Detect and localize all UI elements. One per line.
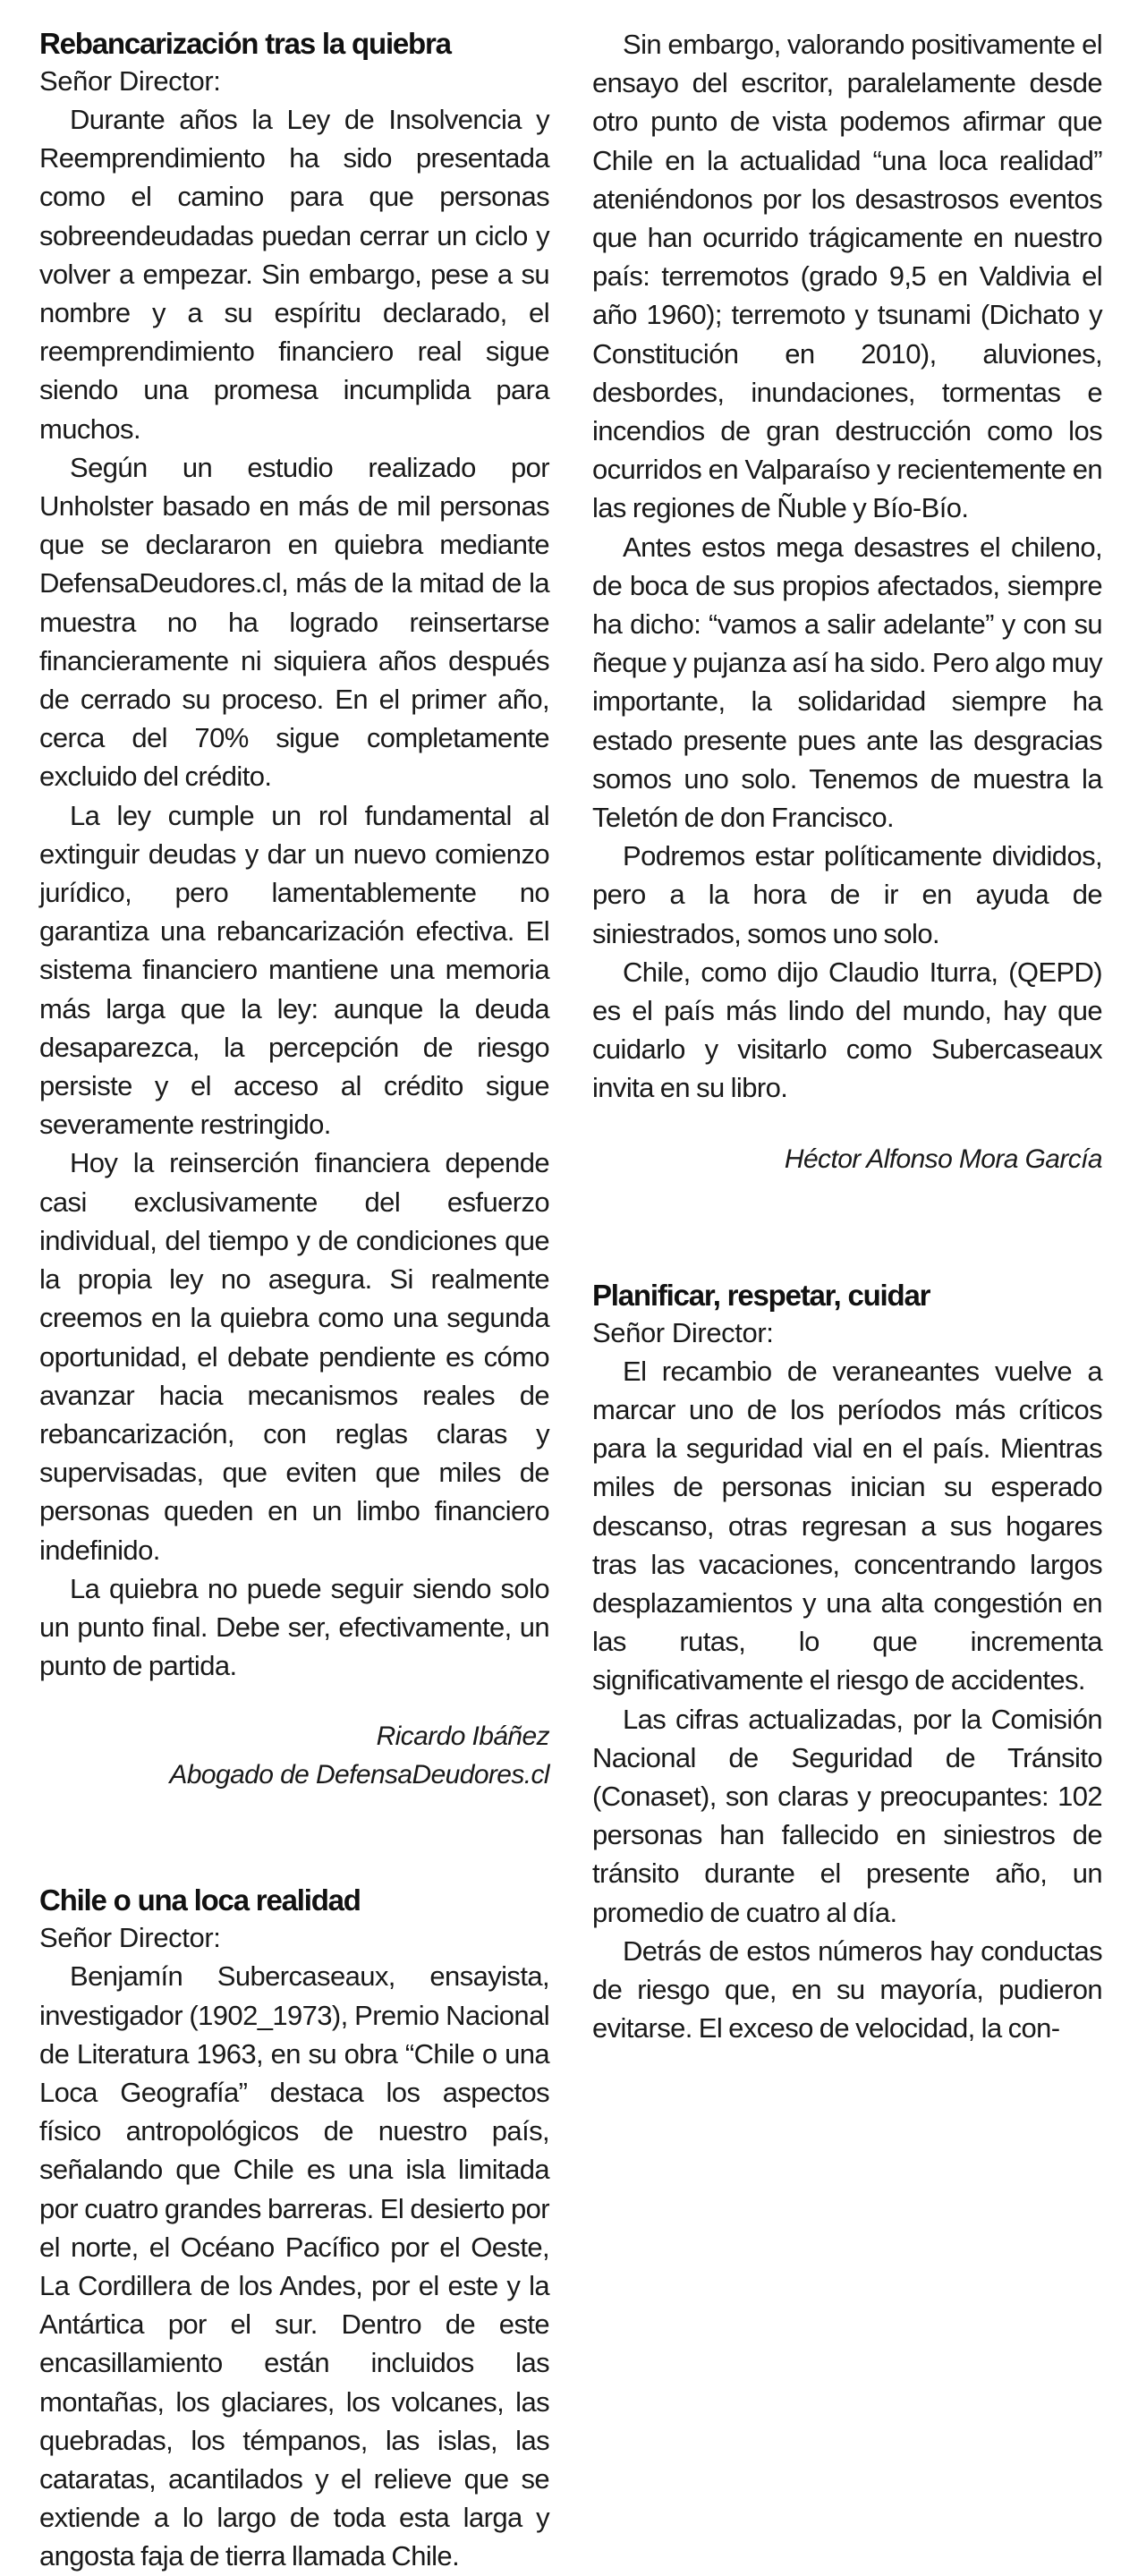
letter-paragraph: Chile, como dijo Claudio Iturra, (QEPD) es el país más lindo del mundo, hay que cuidarlo y visitarlo como Subercaseaux invita en su libro. — [592, 956, 1102, 1104]
letter-paragraph: La quiebra no puede seguir siendo solo un punto final. Debe ser, efectivamente, un punto de partida. — [39, 1572, 549, 1682]
letter-chile-loca-realidad — [39, 1882, 549, 2575]
left-column — [39, 25, 549, 2576]
letter-salutation: Señor Director: — [592, 1316, 774, 1348]
letter-paragraph-continued — [39, 1957, 549, 2575]
letter-title: Chile o una loca realidad — [39, 1883, 361, 1917]
letter-paragraph: Según un estudio realizado por Unholster basado en más de mil personas que se declararon en quiebra mediante DefensaDeudores.cl, más de la mitad de la muestra no ha logrado reinsertarse financieramente ni siquiera años después de cerrado su proceso. En el primer año, cerca del 70% sigue completamente excluido del crédito. — [39, 451, 549, 793]
letter-salutation: Señor Director: — [39, 1922, 221, 1954]
letter-signature — [39, 1717, 549, 1794]
letter-signature — [592, 1140, 1102, 1178]
letter-title: Planificar, respetar, cuidar — [592, 1278, 930, 1312]
letter-rebancarizacion — [39, 25, 549, 1794]
author-name: Ricardo Ibáñez — [376, 1722, 549, 1752]
letter-paragraph: Podremos estar políticamente divididos, pero a la hora de ir en ayuda de siniestrados, somos uno solo. — [592, 840, 1102, 949]
letter-paragraph: El recambio de veraneantes vuelve a marcar uno de los períodos más críticos para la seguridad vial en el país. Mientras miles de personas inician su esperado descanso, otras regresan a sus hogares tras las vacaciones, concentrando largos desplazamientos y una alta congestión en las rutas, lo que incrementa significativamente el riesgo de accidentes. — [592, 1355, 1102, 1696]
author-affiliation: Abogado de DefensaDeudores.cl — [169, 1760, 549, 1790]
letter-paragraph: Antes estos mega desastres el chileno, de boca de sus propios afectados, siempre ha dicho: “vamos a salir adelante” y con su ñeque y pujanza así ha sido. Pero algo muy importante, la solidaridad siempre ha estado presente pues ante las desgracias somos uno solo. Tenemos de muestra la Teletón de don Francisco. — [592, 531, 1102, 834]
letter-paragraph: Hoy la reinserción financiera depende casi exclusivamente del esfuerzo individual, del tiempo y de condiciones que la propia ley no asegura. Si realmente creemos en la quiebra como una segunda oportunidad, el debate pendiente es cómo avanzar hacia mecanismos reales de rebancarización, con reglas claras y supervisadas, que eviten que miles de personas queden en un limbo financiero indefinido. — [39, 1147, 549, 1566]
letter-paragraph: Sin embargo, valorando positivamente el ensayo del escritor, paralelamente desde otro punto de vista podemos afirmar que Chile en la actualidad “una loca realidad” ateniéndonos por los desastrosos eventos que han ocurrido trágicamente en nuestro país: terremotos (grado 9,5 en Valdivia el año 1960); terremoto y tsunami (Dichato y Constitución en 2010), aluviones, desbordes, inundaciones, tormentas e incendios de gran destrucción como los ocurridos en Valparaíso y recientemente en las regiones de Ñuble y Bío-Bío. — [592, 29, 1102, 524]
letter-paragraph-part: Benjamín Subercaseaux, ensayista, investigador (1902_1973), Premio Nacional de Literatura 1963, en su obra “Chile o una Loca Geografía” destaca los aspectos físico antropológicos de nuestro país, señalando que Chile es una isla limitada por cuatro grandes barreras. El desierto por el norte, el Océano Pacífico por el Oeste, La Cordillera de los Andes, por el este y la Antártica por el sur. Dentro de este encasillamiento están incluidos las montañas, los glaciares, los volcanes, las quebradas, los témpanos, las islas, las cataratas, acantilados y el relieve que se extiende a lo largo de toda esta larga y angosta faja de tierra llamada Chile. — [39, 1960, 549, 2572]
letter-chile-loca-realidad-continued — [592, 25, 1102, 1178]
letter-paragraph: La ley cumple un rol fundamental al extinguir deudas y dar un nuevo comienzo jurídico, pero lamentablemente no garantiza una rebancarización efectiva. El sistema financiero mantiene una memoria más larga que la ley: aunque la deuda desaparezca, la percepción de riesgo persiste y el acceso al crédito sigue severamente restringido. — [39, 799, 549, 1141]
letter-title: Rebancarización tras la quiebra — [39, 27, 451, 60]
letter-paragraph: Durante años la Ley de Insolvencia y Reemprendimiento ha sido presentada como el camino para que personas sobreendeudadas puedan cerrar un ciclo y volver a empezar. Sin embargo, pese a su nombre y a su espíritu declarado, el reemprendimiento financiero real sigue siendo una promesa incumplida para muchos. — [39, 104, 549, 445]
right-column — [592, 25, 1102, 2047]
author-name: Héctor Alfonso Mora García — [784, 1143, 1102, 1174]
letter-salutation: Señor Director: — [39, 65, 221, 97]
letter-planificar-respetar-cuidar — [592, 1277, 1102, 2048]
letter-paragraph: Detrás de estos números hay conductas de riesgo que, en su mayoría, pudieron evitarse. El exceso de velocidad, la con- — [592, 1934, 1102, 2045]
letter-paragraph: Las cifras actualizadas, por la Comisión Nacional de Seguridad de Tránsito (Conaset), son claras y preocupantes: 102 personas han fallecido en siniestros de tránsito durante el presente año, un promedio de cuatro al día. — [592, 1703, 1102, 1928]
